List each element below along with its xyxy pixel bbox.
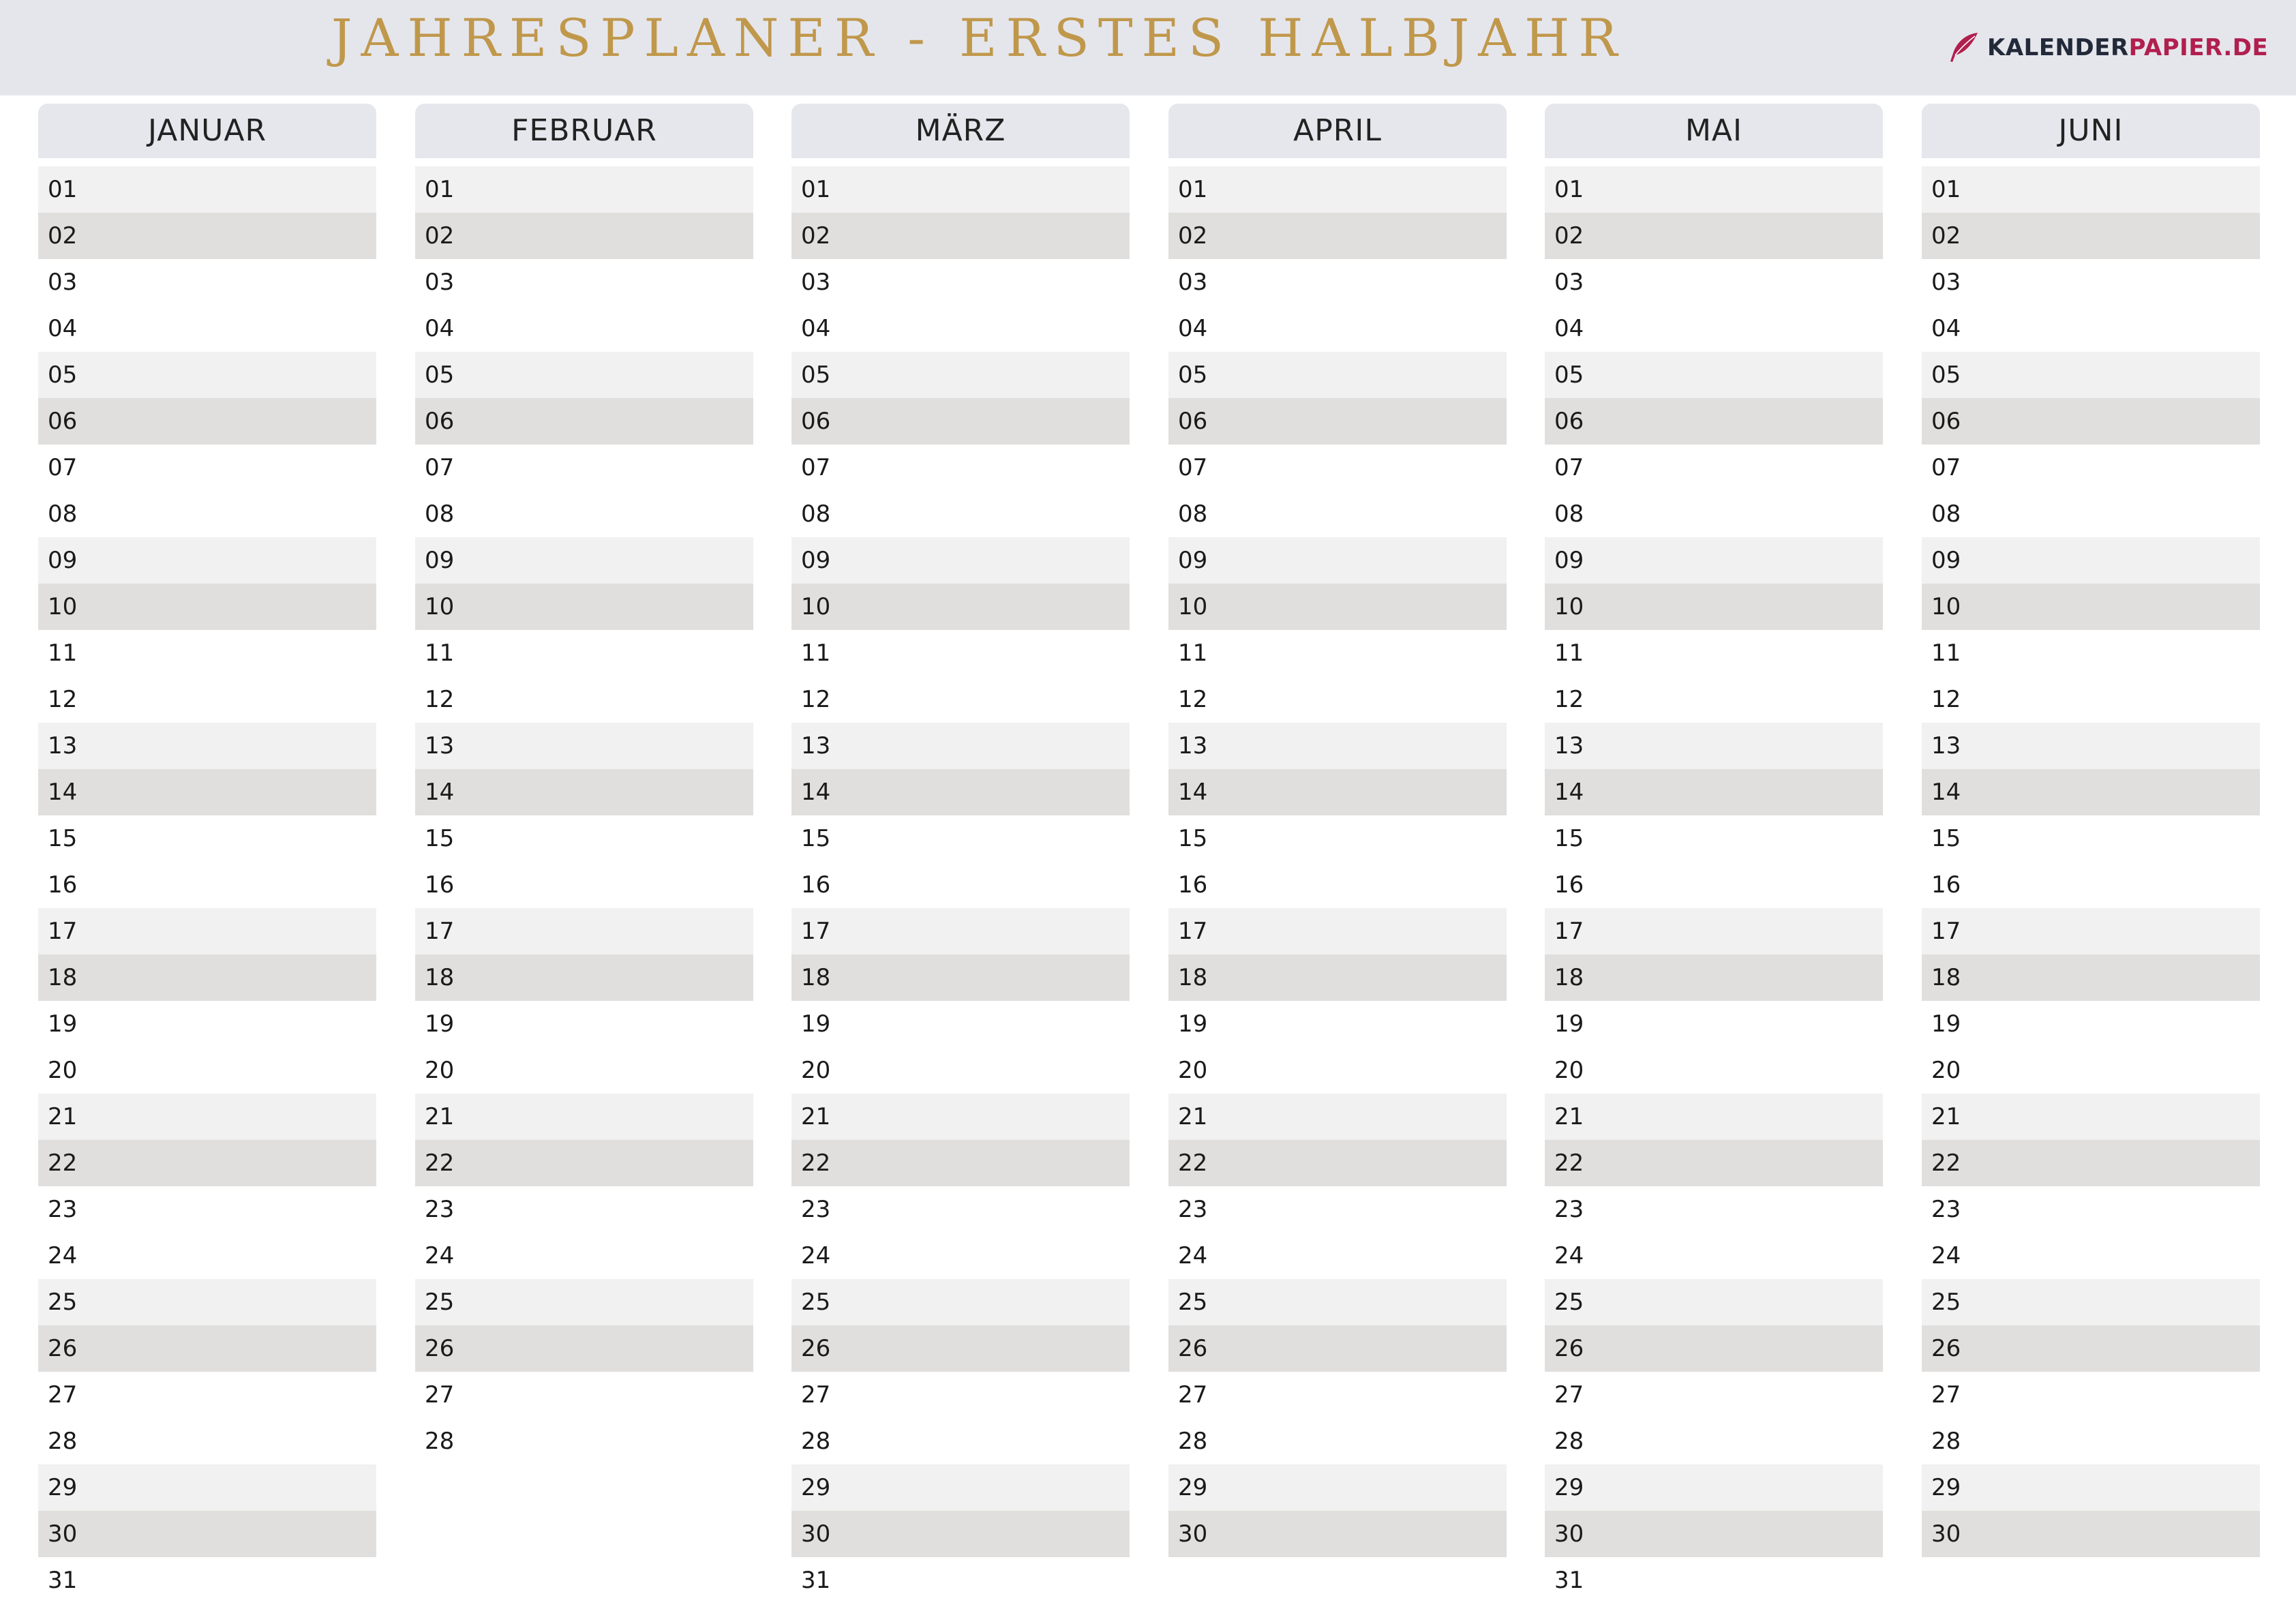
day-row[interactable]: 23 — [38, 1186, 376, 1233]
month-column — [415, 104, 753, 1455]
day-row[interactable]: 12 — [415, 676, 753, 723]
day-row[interactable]: 17 — [1545, 908, 1883, 954]
day-row[interactable]: 20 — [1545, 1047, 1883, 1094]
day-row[interactable]: 21 — [1922, 1094, 2260, 1140]
day-row[interactable]: 29 — [1545, 1464, 1883, 1511]
day-row[interactable]: 18 — [1168, 954, 1507, 1001]
day-row[interactable]: 16 — [415, 862, 753, 908]
day-row[interactable]: 14 — [1168, 769, 1507, 815]
day-row[interactable]: 09 — [791, 537, 1130, 584]
day-row[interactable]: 01 — [1922, 166, 2260, 213]
day-row[interactable]: 15 — [1922, 815, 2260, 862]
day-list — [1545, 166, 1883, 1604]
day-row[interactable]: 19 — [38, 1001, 376, 1047]
day-row[interactable]: 09 — [415, 537, 753, 584]
day-row[interactable]: 13 — [1545, 723, 1883, 769]
day-row[interactable]: 03 — [415, 259, 753, 305]
day-row[interactable]: 11 — [1545, 630, 1883, 676]
day-row[interactable]: 28 — [1922, 1418, 2260, 1464]
day-row[interactable]: 08 — [791, 491, 1130, 537]
day-row[interactable]: 02 — [1545, 213, 1883, 259]
day-row[interactable]: 06 — [1545, 398, 1883, 445]
day-row[interactable]: 03 — [1922, 259, 2260, 305]
day-row[interactable]: 16 — [1168, 862, 1507, 908]
day-row[interactable]: 11 — [38, 630, 376, 676]
day-row[interactable]: 18 — [1922, 954, 2260, 1001]
day-row[interactable]: 07 — [791, 445, 1130, 491]
brand-name-part2: PAPIER.DE — [2128, 34, 2269, 61]
day-row[interactable]: 19 — [1922, 1001, 2260, 1047]
day-row[interactable]: 03 — [1545, 259, 1883, 305]
day-row[interactable]: 10 — [1545, 584, 1883, 630]
page-title: JAHRESPLANER - ERSTES HALBJAHR — [331, 7, 1627, 68]
day-row[interactable]: 24 — [1922, 1233, 2260, 1279]
day-row[interactable]: 10 — [415, 584, 753, 630]
day-row[interactable]: 13 — [1922, 723, 2260, 769]
day-row[interactable]: 16 — [1922, 862, 2260, 908]
day-row[interactable]: 02 — [38, 213, 376, 259]
day-row[interactable]: 03 — [1168, 259, 1507, 305]
day-row[interactable]: 25 — [1168, 1279, 1507, 1325]
day-row[interactable]: 06 — [1168, 398, 1507, 445]
day-row[interactable]: 24 — [1545, 1233, 1883, 1279]
month-column — [1922, 104, 2260, 1548]
day-row[interactable]: 31 — [38, 1557, 376, 1604]
day-row[interactable]: 19 — [791, 1001, 1130, 1047]
day-row[interactable]: 25 — [1545, 1279, 1883, 1325]
day-row[interactable]: 14 — [38, 769, 376, 815]
day-row[interactable]: 26 — [38, 1325, 376, 1372]
month-header: JANUAR — [38, 104, 376, 158]
month-header: FEBRUAR — [415, 104, 753, 158]
day-row[interactable]: 08 — [38, 491, 376, 537]
day-row[interactable]: 13 — [791, 723, 1130, 769]
day-row[interactable]: 22 — [1922, 1140, 2260, 1186]
day-row[interactable]: 10 — [791, 584, 1130, 630]
day-row[interactable]: 20 — [415, 1047, 753, 1094]
day-row[interactable]: 15 — [791, 815, 1130, 862]
day-row[interactable]: 08 — [415, 491, 753, 537]
day-row[interactable]: 05 — [1545, 352, 1883, 398]
day-row[interactable]: 16 — [791, 862, 1130, 908]
day-row[interactable]: 06 — [1922, 398, 2260, 445]
day-row[interactable]: 30 — [791, 1511, 1130, 1557]
day-row[interactable]: 09 — [1545, 537, 1883, 584]
day-row[interactable]: 01 — [1545, 166, 1883, 213]
day-row[interactable]: 27 — [1168, 1372, 1507, 1418]
day-list — [1168, 166, 1507, 1557]
day-row[interactable]: 06 — [791, 398, 1130, 445]
day-row[interactable]: 28 — [38, 1418, 376, 1464]
day-row[interactable]: 26 — [1545, 1325, 1883, 1372]
day-row[interactable]: 19 — [415, 1001, 753, 1047]
day-row[interactable]: 18 — [1545, 954, 1883, 1001]
day-row[interactable]: 31 — [791, 1557, 1130, 1604]
month-column — [1168, 104, 1507, 1548]
day-row[interactable]: 23 — [1168, 1186, 1507, 1233]
day-row[interactable]: 19 — [1168, 1001, 1507, 1047]
day-row[interactable]: 14 — [1545, 769, 1883, 815]
day-row[interactable]: 25 — [1922, 1279, 2260, 1325]
day-row[interactable]: 16 — [38, 862, 376, 908]
day-row[interactable]: 15 — [1168, 815, 1507, 862]
day-row[interactable]: 25 — [791, 1279, 1130, 1325]
day-row[interactable]: 20 — [1168, 1047, 1507, 1094]
day-row[interactable]: 21 — [1168, 1094, 1507, 1140]
day-row[interactable]: 04 — [1545, 305, 1883, 352]
day-list — [38, 166, 376, 1604]
day-row[interactable]: 03 — [791, 259, 1130, 305]
day-row[interactable]: 12 — [1922, 676, 2260, 723]
day-row[interactable]: 11 — [1168, 630, 1507, 676]
day-row[interactable]: 21 — [38, 1094, 376, 1140]
day-row[interactable]: 21 — [1545, 1094, 1883, 1140]
day-row[interactable]: 13 — [415, 723, 753, 769]
day-row[interactable]: 15 — [1545, 815, 1883, 862]
day-row[interactable]: 09 — [38, 537, 376, 584]
day-row[interactable]: 05 — [415, 352, 753, 398]
day-row[interactable]: 27 — [415, 1372, 753, 1418]
day-row[interactable]: 26 — [1168, 1325, 1507, 1372]
day-row[interactable]: 24 — [791, 1233, 1130, 1279]
day-row[interactable]: 17 — [791, 908, 1130, 954]
brand-name-part1: KALENDER — [1987, 34, 2129, 61]
day-row[interactable]: 07 — [415, 445, 753, 491]
day-row[interactable]: 01 — [791, 166, 1130, 213]
day-row[interactable]: 22 — [38, 1140, 376, 1186]
day-row[interactable]: 02 — [1922, 213, 2260, 259]
day-row[interactable]: 02 — [1168, 213, 1507, 259]
day-row[interactable]: 18 — [791, 954, 1130, 1001]
month-header: MÄRZ — [791, 104, 1130, 158]
day-row[interactable]: 28 — [1168, 1418, 1507, 1464]
day-row[interactable]: 29 — [1168, 1464, 1507, 1511]
day-row[interactable]: 25 — [38, 1279, 376, 1325]
day-row[interactable]: 17 — [415, 908, 753, 954]
day-row[interactable]: 27 — [1922, 1372, 2260, 1418]
month-column — [791, 104, 1130, 1594]
month-header: MAI — [1545, 104, 1883, 158]
day-row[interactable]: 23 — [415, 1186, 753, 1233]
day-row[interactable]: 12 — [1168, 676, 1507, 723]
day-row[interactable]: 14 — [1922, 769, 2260, 815]
day-row[interactable]: 26 — [791, 1325, 1130, 1372]
day-row[interactable]: 23 — [791, 1186, 1130, 1233]
day-row[interactable]: 24 — [1168, 1233, 1507, 1279]
day-row[interactable]: 29 — [38, 1464, 376, 1511]
day-row[interactable]: 05 — [1922, 352, 2260, 398]
day-row[interactable]: 04 — [38, 305, 376, 352]
day-row[interactable]: 22 — [1545, 1140, 1883, 1186]
day-row[interactable]: 24 — [38, 1233, 376, 1279]
day-row[interactable]: 22 — [1168, 1140, 1507, 1186]
day-row[interactable]: 15 — [38, 815, 376, 862]
day-row[interactable]: 15 — [415, 815, 753, 862]
day-row[interactable]: 10 — [38, 584, 376, 630]
day-row[interactable]: 11 — [1922, 630, 2260, 676]
brand-logo — [1946, 29, 2268, 67]
day-row[interactable]: 05 — [1168, 352, 1507, 398]
day-row[interactable]: 18 — [415, 954, 753, 1001]
month-column — [38, 104, 376, 1594]
day-row[interactable]: 12 — [1545, 676, 1883, 723]
day-row[interactable]: 07 — [1922, 445, 2260, 491]
month-header: APRIL — [1168, 104, 1507, 158]
day-row[interactable]: 08 — [1168, 491, 1507, 537]
day-row[interactable]: 27 — [791, 1372, 1130, 1418]
day-row[interactable]: 26 — [1922, 1325, 2260, 1372]
day-row[interactable]: 04 — [1922, 305, 2260, 352]
day-row[interactable]: 07 — [38, 445, 376, 491]
day-row[interactable]: 12 — [791, 676, 1130, 723]
page-header — [0, 0, 2296, 95]
day-row[interactable]: 20 — [791, 1047, 1130, 1094]
day-list — [791, 166, 1130, 1604]
day-row[interactable]: 22 — [791, 1140, 1130, 1186]
day-row[interactable]: 05 — [38, 352, 376, 398]
day-row[interactable]: 04 — [415, 305, 753, 352]
day-row[interactable]: 11 — [791, 630, 1130, 676]
day-row[interactable]: 08 — [1545, 491, 1883, 537]
day-row[interactable]: 17 — [1168, 908, 1507, 954]
day-row[interactable]: 28 — [1545, 1418, 1883, 1464]
day-row[interactable]: 29 — [791, 1464, 1130, 1511]
day-row[interactable]: 13 — [38, 723, 376, 769]
day-row[interactable]: 01 — [38, 166, 376, 213]
day-row[interactable]: 10 — [1922, 584, 2260, 630]
day-row[interactable]: 14 — [791, 769, 1130, 815]
day-list — [415, 166, 753, 1464]
day-row[interactable]: 21 — [415, 1094, 753, 1140]
day-row[interactable]: 28 — [415, 1418, 753, 1464]
day-row[interactable]: 20 — [38, 1047, 376, 1094]
day-row[interactable]: 17 — [38, 908, 376, 954]
day-row[interactable]: 02 — [791, 213, 1130, 259]
day-row[interactable]: 04 — [791, 305, 1130, 352]
day-row[interactable]: 30 — [38, 1511, 376, 1557]
day-row[interactable]: 31 — [1545, 1557, 1883, 1604]
day-row[interactable]: 07 — [1545, 445, 1883, 491]
month-column — [1545, 104, 1883, 1594]
day-row[interactable]: 01 — [1168, 166, 1507, 213]
day-row[interactable]: 23 — [1922, 1186, 2260, 1233]
day-row[interactable]: 14 — [415, 769, 753, 815]
day-row[interactable]: 30 — [1545, 1511, 1883, 1557]
day-row[interactable]: 09 — [1168, 537, 1507, 584]
day-row[interactable]: 04 — [1168, 305, 1507, 352]
day-row[interactable]: 25 — [415, 1279, 753, 1325]
day-row[interactable]: 05 — [791, 352, 1130, 398]
day-row[interactable]: 13 — [1168, 723, 1507, 769]
day-row[interactable]: 17 — [1922, 908, 2260, 954]
day-row[interactable]: 24 — [415, 1233, 753, 1279]
day-row[interactable]: 06 — [38, 398, 376, 445]
feather-icon — [1946, 30, 1982, 65]
day-row[interactable]: 03 — [38, 259, 376, 305]
day-row[interactable]: 29 — [1922, 1464, 2260, 1511]
day-row[interactable]: 16 — [1545, 862, 1883, 908]
day-row[interactable]: 27 — [1545, 1372, 1883, 1418]
day-row[interactable]: 21 — [791, 1094, 1130, 1140]
day-row[interactable]: 08 — [1922, 491, 2260, 537]
day-row[interactable]: 07 — [1168, 445, 1507, 491]
month-header: JUNI — [1922, 104, 2260, 158]
brand-name — [1987, 34, 2268, 61]
day-row[interactable]: 02 — [415, 213, 753, 259]
day-row[interactable]: 01 — [415, 166, 753, 213]
day-row[interactable]: 10 — [1168, 584, 1507, 630]
day-row[interactable]: 23 — [1545, 1186, 1883, 1233]
day-list — [1922, 166, 2260, 1557]
day-row[interactable]: 22 — [415, 1140, 753, 1186]
day-row[interactable]: 09 — [1922, 537, 2260, 584]
day-row[interactable]: 12 — [38, 676, 376, 723]
day-row[interactable]: 20 — [1922, 1047, 2260, 1094]
day-row[interactable]: 30 — [1168, 1511, 1507, 1557]
day-row[interactable]: 26 — [415, 1325, 753, 1372]
day-row[interactable]: 19 — [1545, 1001, 1883, 1047]
day-row[interactable]: 18 — [38, 954, 376, 1001]
day-row[interactable]: 06 — [415, 398, 753, 445]
day-row[interactable]: 11 — [415, 630, 753, 676]
day-row[interactable]: 27 — [38, 1372, 376, 1418]
day-row[interactable]: 30 — [1922, 1511, 2260, 1557]
day-row[interactable]: 28 — [791, 1418, 1130, 1464]
